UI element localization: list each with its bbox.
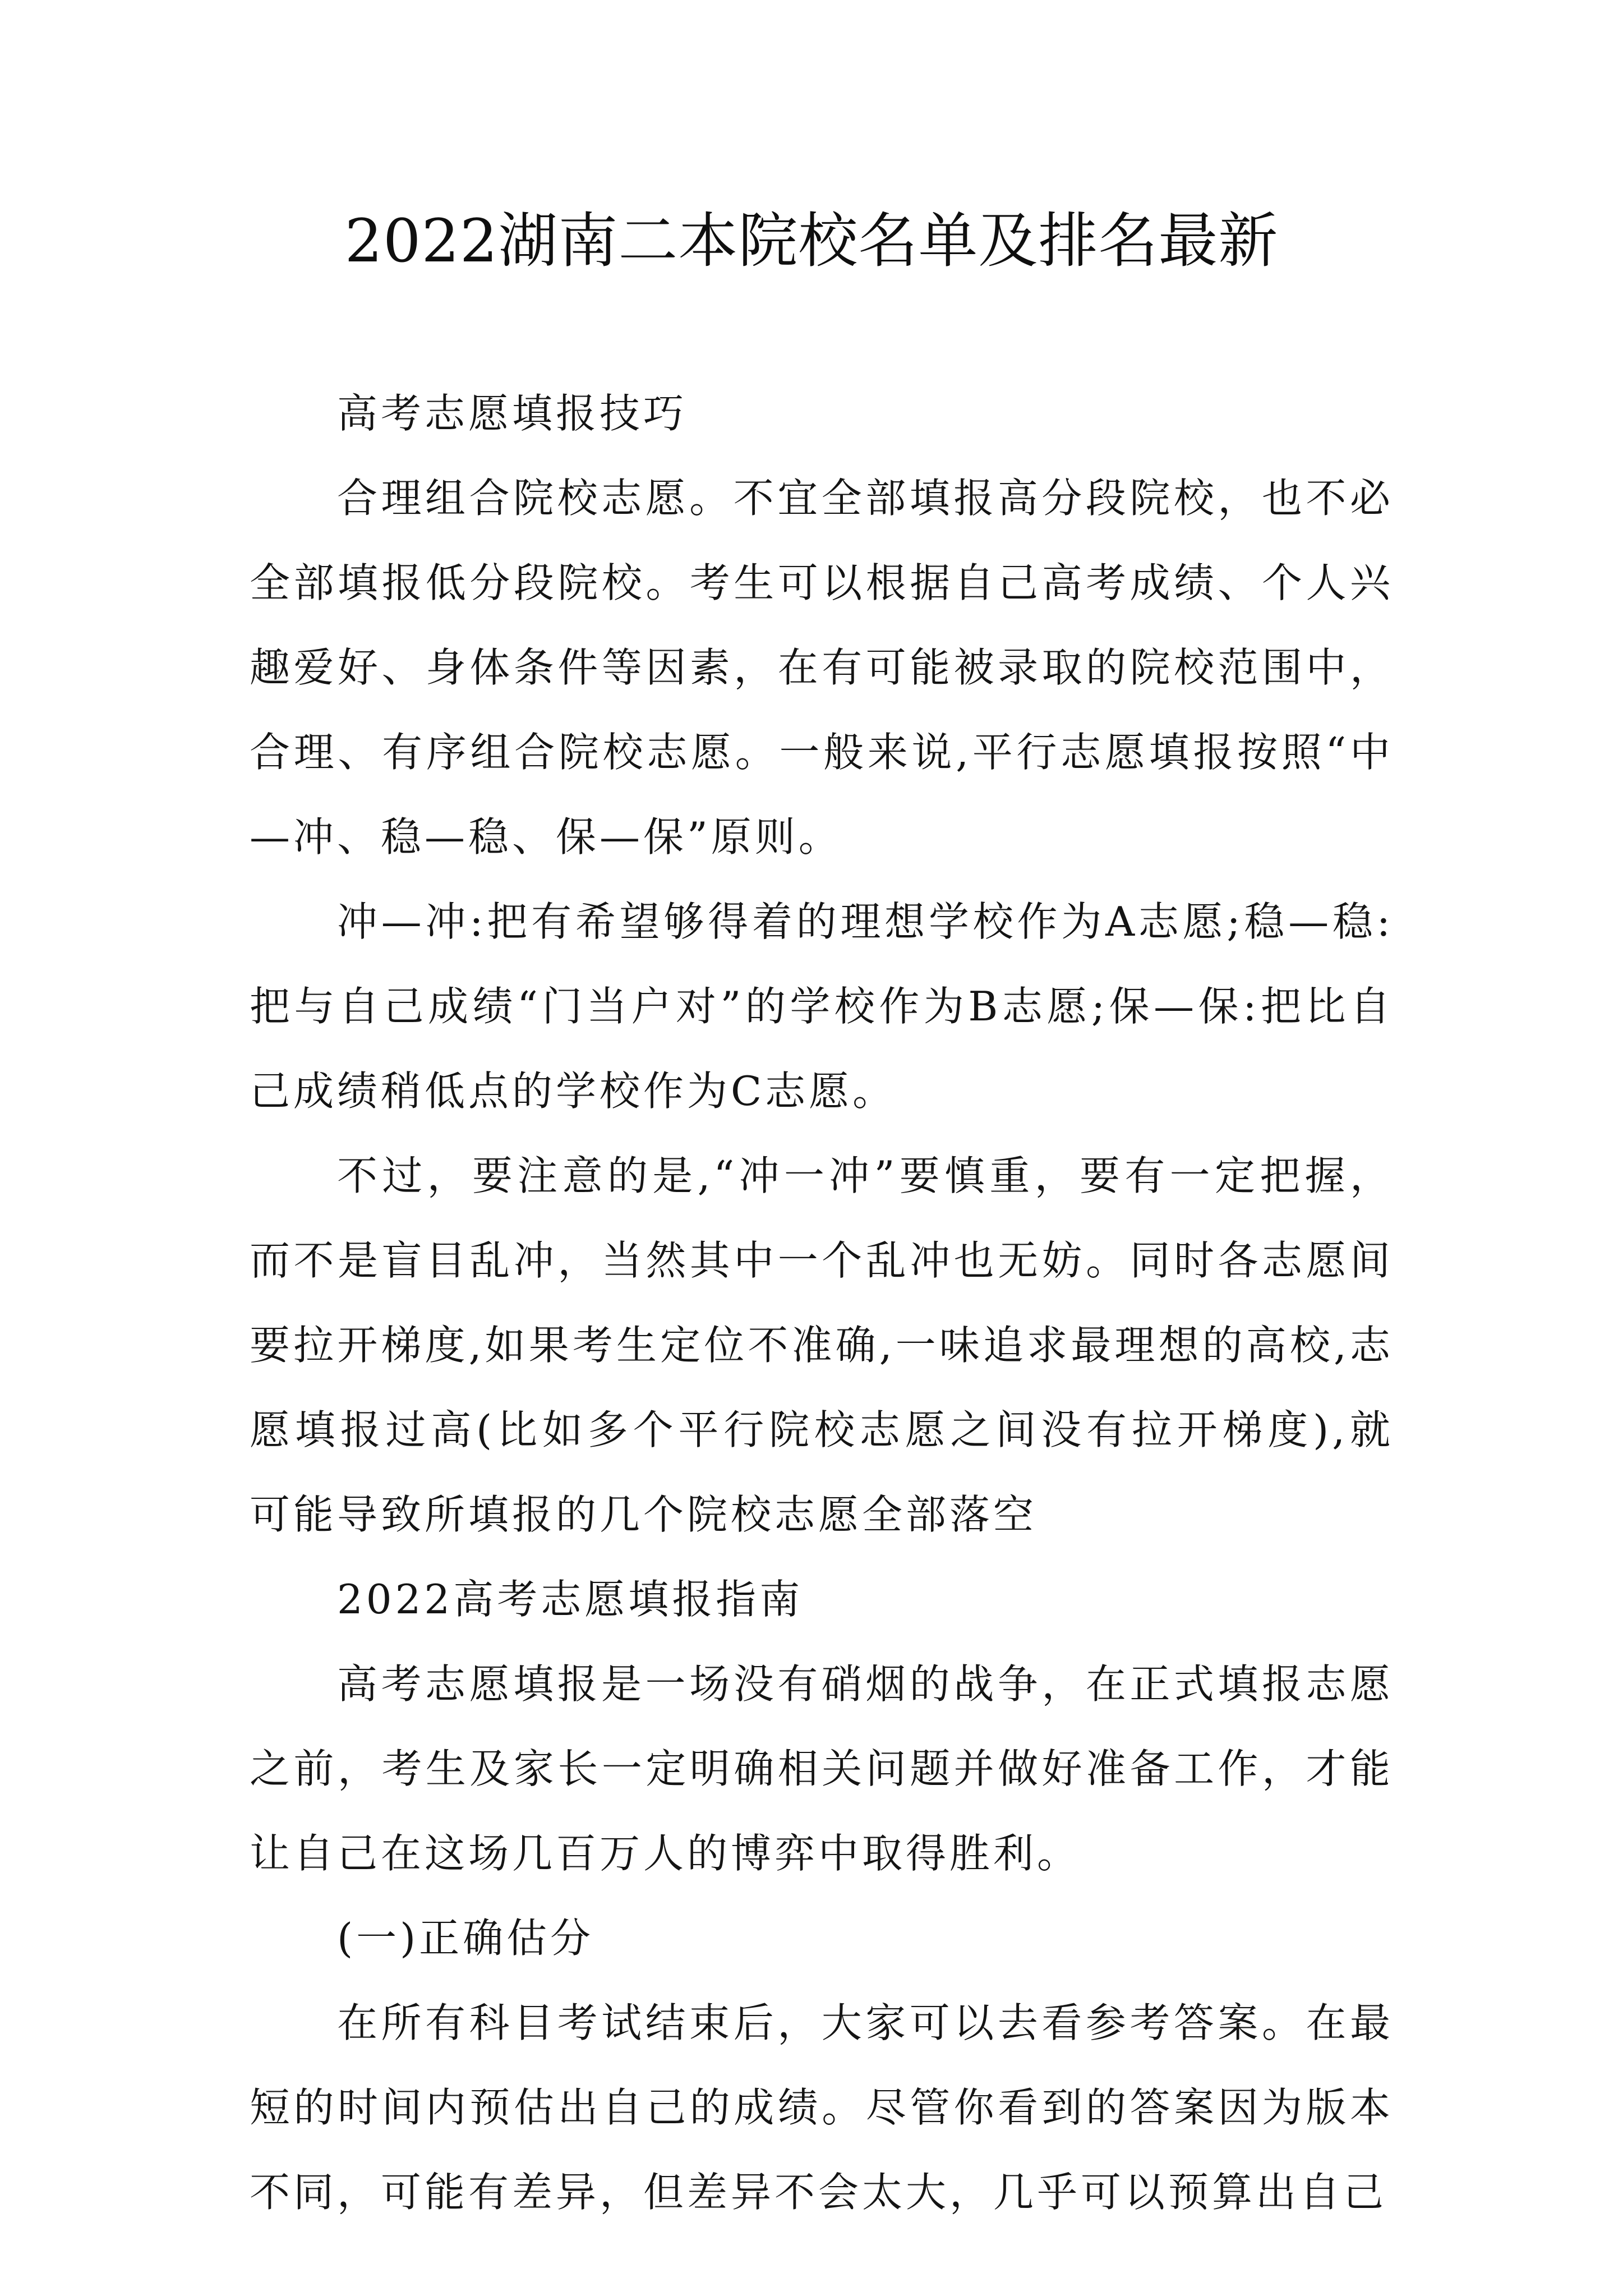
paragraph-combination: 合理组合院校志愿。不宜全部填报高分段院校，也不必全部填报低分段院校。考生可以根据自己高考成绩、个人兴趣爱好、身体条件等因素，在有可能被录取的院校范围中，合理、有序组合院校志愿。一般来说,平行志愿填报按照“中—冲、稳—稳、保—保”原则。 [250, 475, 1394, 861]
paragraph-caution: 不过，要注意的是,“冲一冲”要慎重，要有一定把握，而不是盲目乱冲，当然其中一个乱冲也无妨。同时各志愿间要拉开梯度,如果考生定位不准确,一味追求最理想的高校,志愿填报过高(比如多个平行院校志愿之间没有拉开梯度),就可能导致所填报的几个院校志愿全部落空 [250, 1152, 1394, 1538]
paragraph-strategy: 冲—冲:把有希望够得着的理想学校作为A志愿;稳—稳:把与自己成绩“门当户对”的学校作为B志愿;保—保:把比自己成绩稍低点的学校作为C志愿。 [250, 898, 1394, 1115]
page-title: 2022湖南二本院校名单及排名最新 [344, 206, 1279, 275]
paragraph-guide-intro: 高考志愿填报是一场没有硝烟的战争，在正式填报志愿之前，考生及家长一定明确相关问题并做好准备工作，才能让自己在这场几百万人的博弈中取得胜利。 [250, 1660, 1394, 1877]
section-heading-tips: 高考志愿填报技巧 [337, 390, 688, 437]
paragraph-estimate-score: 在所有科目考试结束后，大家可以去看参考答案。在最短的时间内预估出自己的成绩。尽管你看到的答案因为版本不同，可能有差异，但差异不会太大，几乎可以预算出自己 [250, 1999, 1394, 2216]
document-body [250, 371, 1394, 2235]
subheading-estimate-score: (一)正确估分 [337, 1915, 594, 1962]
section-heading-guide: 2022高考志愿填报指南 [337, 1576, 804, 1623]
